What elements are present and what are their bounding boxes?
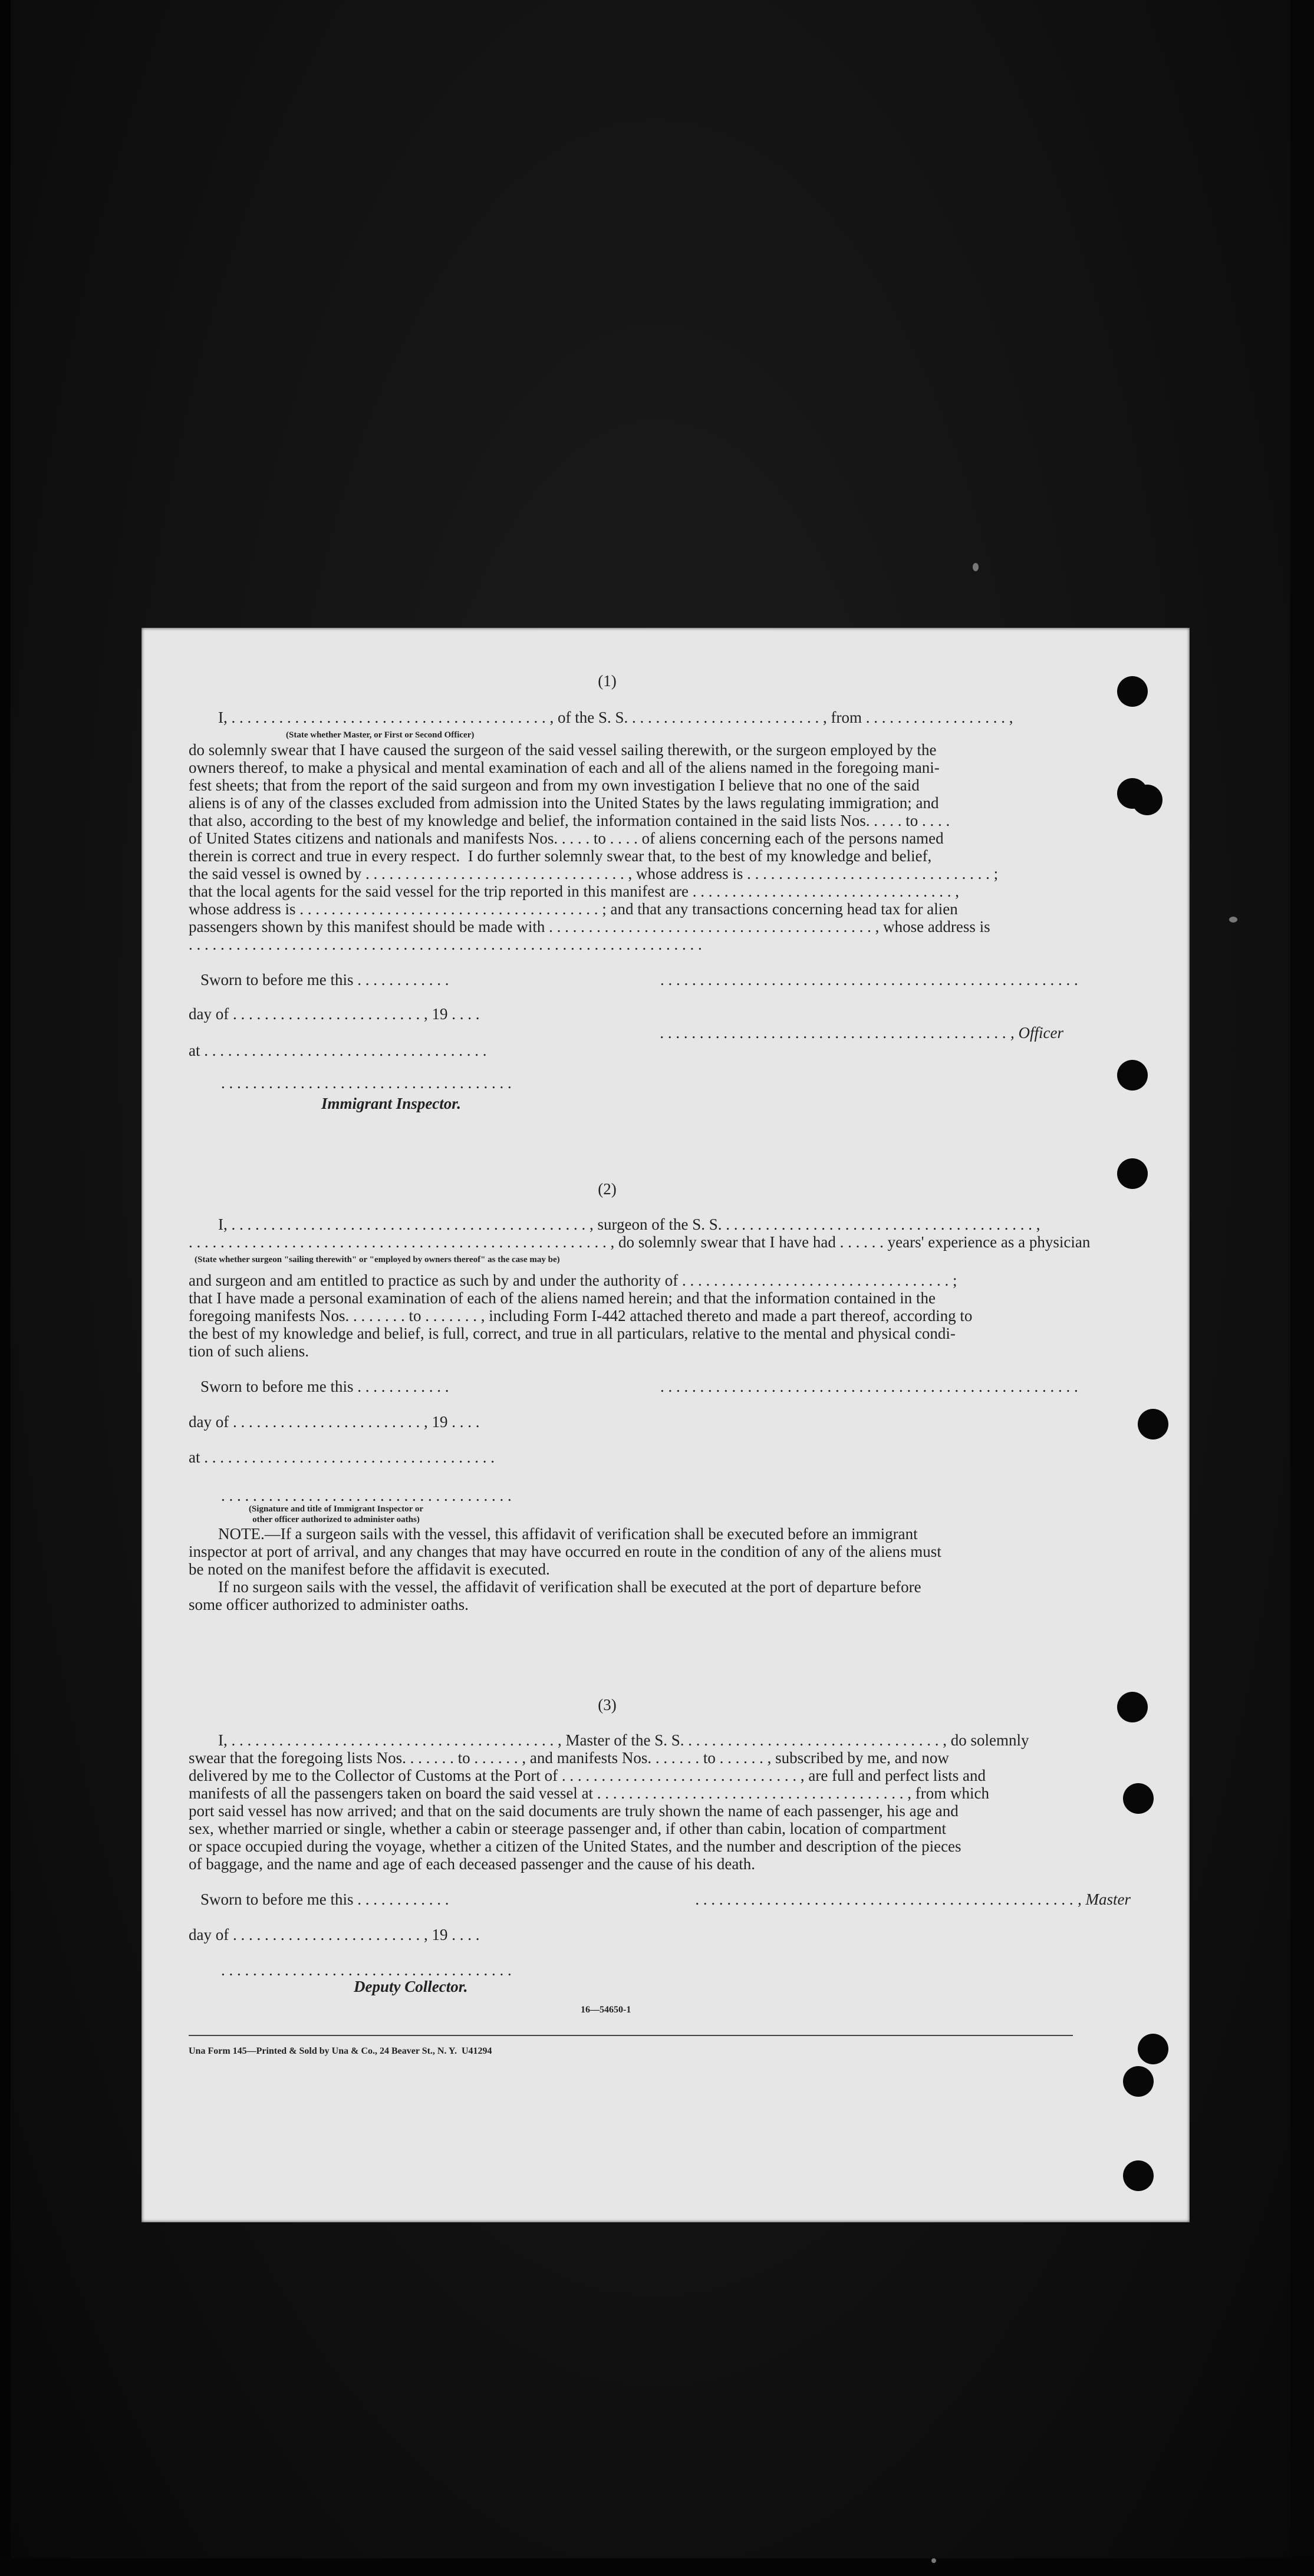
body-line: do solemnly swear that I have caused the surgeon of the said vessel sailing therewith, or the surgeon employed by the — [189, 741, 937, 759]
inspector-signature-line: . . . . . . . . . . . . . . . . . . . . . . . . . . . . . . . . . . . . . — [221, 1074, 512, 1092]
printer-imprint: Una Form 145—Printed & Sold by Una & Co., 24 Beaver St., N. Y. U41294 — [189, 2046, 492, 2056]
day-line: day of . . . . . . . . . . . . . . . . . . . . . . . . , 19 . . . . — [189, 1005, 480, 1023]
day-line: day of . . . . . . . . . . . . . . . . . . . . . . . . , 19 . . . . — [189, 1926, 480, 1943]
body-line: that the local agents for the said vessel for the trip reported in this manifest are . . . . . . . . . . . . . . . . . . . . . . . . . . . . . . . . . , — [189, 882, 959, 900]
body-line: foregoing manifests Nos. . . . . . . . to . . . . . . . , including Form I-442 attached thereto and made a part thereof, according to — [189, 1307, 973, 1325]
body-line: the best of my knowledge and belief, is full, correct, and true in all particulars, relative to the mental and physical condi- — [189, 1325, 956, 1342]
footer-rule — [189, 2035, 1073, 2036]
body-line: delivered by me to the Collector of Customs at the Port of . . . . . . . . . . . . . . . . . . . . . . . . . . . . . . , are full and perfect lists and — [189, 1767, 986, 1784]
body-line: fest sheets; that from the report of the said surgeon and from my own investigation I believe that no one of the said — [189, 776, 920, 794]
officer-signature-line: . . . . . . . . . . . . . . . . . . . . . . . . . . . . . . . . . . . . . — [221, 1487, 512, 1504]
body-line: I, . . . . . . . . . . . . . . . . . . . . . . . . . . . . . . . . . . . . . . . . . , Master of the S. S. . . . . . . . . . . . . . . . . . . . . . . . . . . . . . . . . , do solemnly — [218, 1731, 1029, 1749]
body-line: manifests of all the passengers taken on board the said vessel at . . . . . . . . . . . . . . . . . . . . . . . . . . . . . . . . . . . . . . . , from which — [189, 1784, 990, 1802]
film-edge-left — [0, 0, 11, 2576]
sworn-line: Sworn to before me this . . . . . . . . . . . . — [200, 1378, 449, 1395]
field-caption: (State whether Master, or First or Second Officer) — [286, 730, 475, 740]
oath-first-line: I, . . . . . . . . . . . . . . . . . . . . . . . . . . . . . . . . . . . . . . . . , of the S. S. . . . . . . . . . . . . . . . . . . . . . . . . , from . . . . . . . . . . . . . . . . . . , — [218, 709, 1013, 726]
dust-speck — [931, 2558, 936, 2563]
note-line: If no surgeon sails with the vessel, the affidavit of verification shall be executed at the port of departure before — [218, 1578, 921, 1596]
punch-hole — [1123, 2066, 1154, 2097]
body-line: or space occupied during the voyage, whether a citizen of the United States, and the number and description of the pieces — [189, 1837, 961, 1855]
body-line: sex, whether married or single, whether a cabin or steerage passenger and, if other than cabin, location of compartment — [189, 1820, 947, 1837]
note-line: be noted on the manifest before the affidavit is executed. — [189, 1560, 550, 1578]
film-edge-right — [1290, 0, 1314, 2576]
section-number: (3) — [598, 1696, 617, 1714]
officer-signature: . . . . . . . . . . . . . . . . . . . . . . . . . . . . . . . . . . . . . . . . . . . . , Officer — [660, 1024, 1063, 1042]
signature-caption: other officer authorized to administer oaths) — [252, 1515, 420, 1524]
body-line: of baggage, and the name and age of each deceased passenger and the cause of his death. — [189, 1855, 756, 1873]
punch-hole — [1138, 1409, 1168, 1439]
inspector-title: Immigrant Inspector. — [321, 1095, 462, 1112]
body-line: that I have made a personal examination of each of the aliens named herein; and that the information contained in the — [189, 1289, 936, 1307]
body-line: the said vessel is owned by . . . . . . . . . . . . . . . . . . . . . . . . . . . . . . . . . , whose address is . . . . . . . . . . . . . . . . . . . . . . . . . . . . . . . ; — [189, 865, 999, 882]
section-number: (1) — [598, 672, 617, 690]
collector-title: Deputy Collector. — [354, 1978, 468, 1995]
punch-hole — [1117, 1692, 1148, 1722]
master-signature: . . . . . . . . . . . . . . . . . . . . . . . . . . . . . . . . . . . . . . . . . . . . . . . . , Master — [696, 1890, 1131, 1908]
note-line: NOTE.—If a surgeon sails with the vessel, this affidavit of verification shall be executed before an immigrant — [218, 1525, 918, 1543]
body-line: owners thereof, to make a physical and mental examination of each and all of the aliens named in the foregoing mani- — [189, 759, 940, 776]
dust-speck — [973, 563, 979, 571]
day-line: day of . . . . . . . . . . . . . . . . . . . . . . . . , 19 . . . . — [189, 1413, 480, 1431]
at-line: at . . . . . . . . . . . . . . . . . . . . . . . . . . . . . . . . . . . . — [189, 1042, 487, 1059]
manifest-form-page — [141, 628, 1190, 2222]
note-line: inspector at port of arrival, and any changes that may have occurred en route in the condition of any of the aliens must — [189, 1543, 941, 1560]
body-line: tion of such aliens. — [189, 1342, 309, 1360]
punch-hole — [1138, 2034, 1168, 2064]
body-line: passengers shown by this manifest should be made with . . . . . . . . . . . . . . . . . . . . . . . . . . . . . . . . . . . . . . . . . , whose address is — [189, 918, 990, 935]
field-caption: (State whether surgeon "sailing therewith" or "employed by owners thereof" as the case may be) — [195, 1255, 560, 1264]
punch-hole — [1117, 1060, 1148, 1091]
body-line: and surgeon and am entitled to practice as such by and under the authority of . . . . . . . . . . . . . . . . . . . . . . . . . . . . . . . . . . ; — [189, 1271, 957, 1289]
form-number: 16—54650-1 — [581, 2005, 631, 2015]
body-line: aliens is of any of the classes excluded from admission into the United States by the laws regulating immigration; and — [189, 794, 939, 812]
signature-line: . . . . . . . . . . . . . . . . . . . . . . . . . . . . . . . . . . . . . . . . . . . . . . . . . . . . . — [660, 971, 1078, 989]
body-line: of United States citizens and nationals and manifests Nos. . . . . to . . . . of aliens concerning each of the persons named — [189, 829, 944, 847]
body-line: whose address is . . . . . . . . . . . . . . . . . . . . . . . . . . . . . . . . . . . . . . ; and that any transactions concerning head tax for alien — [189, 900, 958, 918]
body-line: port said vessel has now arrived; and that on the said documents are truly shown the name of each passenger, his age and — [189, 1802, 959, 1820]
sworn-line: Sworn to before me this . . . . . . . . . . . . — [200, 971, 449, 989]
collector-signature-line: . . . . . . . . . . . . . . . . . . . . . . . . . . . . . . . . . . . . . — [221, 1961, 512, 1979]
sworn-line: Sworn to before me this . . . . . . . . . . . . — [200, 1890, 449, 1908]
signature-line: . . . . . . . . . . . . . . . . . . . . . . . . . . . . . . . . . . . . . . . . . . . . . . . . . . . . . — [660, 1378, 1078, 1395]
dust-speck — [1229, 917, 1237, 923]
note-line: some officer authorized to administer oaths. — [189, 1596, 469, 1613]
signature-caption: (Signature and title of Immigrant Inspector or — [248, 1504, 424, 1514]
surgeon-first-line: I, . . . . . . . . . . . . . . . . . . . . . . . . . . . . . . . . . . . . . . . . . . . . . , surgeon of the S. S. . . . . . . . . . . . . . . . . . . . . . . . . . . . . . . . . . . . . . . . , — [218, 1215, 1040, 1233]
punch-hole — [1123, 1783, 1154, 1814]
body-line: swear that the foregoing lists Nos. . . . . . . to . . . . . . , and manifests Nos. . . . . . . to . . . . . . , subscribed by me, and now — [189, 1749, 949, 1767]
section-number: (2) — [598, 1180, 617, 1198]
punch-hole — [1117, 1158, 1148, 1189]
body-line: . . . . . . . . . . . . . . . . . . . . . . . . . . . . . . . . . . . . . . . . . . . . . . . . . . . . . . . . . . . . . . . . . — [189, 935, 702, 953]
film-edge-bottom — [0, 2558, 1314, 2576]
punch-hole — [1117, 676, 1148, 707]
body-line: that also, according to the best of my knowledge and belief, the information contained in the said lists Nos. . . . . to . . . . — [189, 812, 950, 829]
body-line: therein is correct and true in every respect. I do further solemnly swear that, to the best of my knowledge and belief, — [189, 847, 932, 865]
punch-hole — [1123, 2160, 1154, 2191]
surgeon-second-line: . . . . . . . . . . . . . . . . . . . . . . . . . . . . . . . . . . . . . . . . . . . . . . . . . . . . . , do solemnly swear that I have had . . . . . . years' experience as a physician — [189, 1233, 1091, 1251]
at-line: at . . . . . . . . . . . . . . . . . . . . . . . . . . . . . . . . . . . . . — [189, 1448, 495, 1466]
punch-hole — [1132, 785, 1162, 815]
